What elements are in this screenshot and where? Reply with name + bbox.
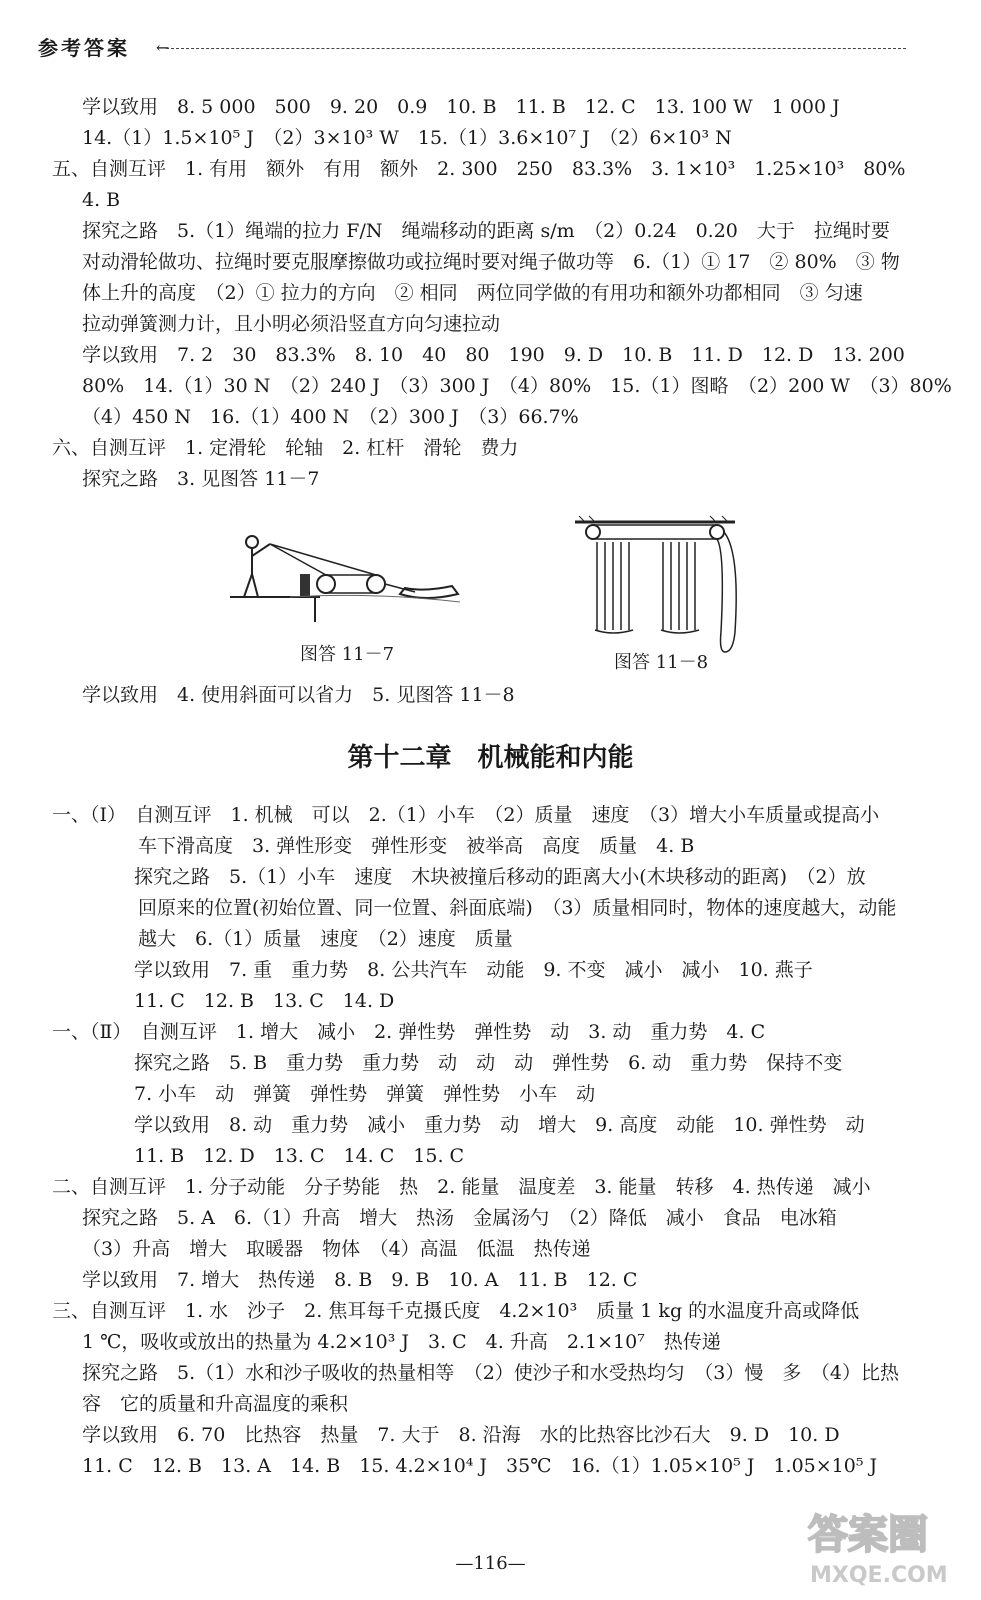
figure-caption: 图答 11－7 — [300, 644, 395, 665]
svg-text:答案圈: 答案圈 — [808, 1512, 928, 1558]
page-header — [38, 28, 908, 68]
chapter-title: 第十二章 机械能和内能 — [347, 743, 634, 773]
answer-line: 探究之路 5.（1）水和沙子吸收的热量相等 （2）使沙子和水受热均匀 （3）慢 多 （4）比热 — [82, 1362, 899, 1384]
answer-line: 探究之路 5.（1）小车 速度 木块被撞后移动的距离大小(木块移动的距离) （2）放 — [134, 866, 866, 888]
answer-line: 11. C 12. B 13. A 14. B 15. 4.2×10⁴ J 35℃ 16.（1）1.05×10⁵ J 1.05×10⁵ J — [82, 1455, 878, 1477]
answer-line: 探究之路 5.（1）绳端的拉力 F/N 绳端移动的距离 s/m （2）0.24 0.20 大于 拉绳时要 — [82, 220, 890, 242]
figure-caption: 图答 11－8 — [614, 652, 709, 673]
answer-line: 对动滑轮做功、拉绳时要克服摩擦做功或拉绳时要对绳子做功等 6.（1）① 17 ② 80% ③ 物 — [82, 251, 900, 273]
answer-line: 1 ℃，吸收或放出的热量为 4.2×10³ J 3. C 4. 升高 2.1×10⁷ 热传递 — [82, 1331, 721, 1353]
answer-line: 探究之路 5. B 重力势 重力势 动 动 动 弹性势 6. 动 重力势 保持不变 — [134, 1052, 843, 1074]
header-rule — [166, 48, 906, 49]
answer-line: 体上升的高度 （2）① 拉力的方向 ② 相同 两位同学做的有用功和额外功都相同 ③ 匀速 — [82, 282, 863, 304]
answer-line: 车下滑高度 3. 弹性形变 弹性形变 被举高 高度 质量 4. B — [138, 835, 695, 857]
answer-line: 7. 小车 动 弹簧 弹性势 弹簧 弹性势 小车 动 — [134, 1083, 596, 1105]
answer-line: 学以致用 4. 使用斜面可以省力 5. 见图答 11－8 — [82, 684, 515, 706]
answer-line: 学以致用 8. 动 重力势 减小 重力势 动 增大 9. 高度 动能 10. 弹性势 动 — [134, 1114, 865, 1136]
answer-line: 学以致用 7. 2 30 83.3% 8. 10 40 80 190 9. D 10. B 11. D 12. D 13. 200 — [82, 344, 905, 366]
svg-text:MXQE.COM: MXQE.COM — [810, 1563, 948, 1588]
curtain-pulley-illustration — [575, 512, 745, 662]
answer-line: 五、自测互评 1. 有用 额外 有用 额外 2. 300 250 83.3% 3. 1×10³ 1.25×10³ 80% — [52, 158, 906, 180]
answer-line: 11. C 12. B 13. C 14. D — [134, 990, 395, 1012]
header-arrow-icon: ← — [156, 38, 170, 57]
answer-line: 80% 14.（1）30 N （2）240 J （3）300 J （4）80% 15.（1）图略 （2）200 W （3）80% — [82, 375, 952, 397]
answer-line: 三、自测互评 1. 水 沙子 2. 焦耳每千克摄氏度 4.2×10³ 质量 1 kg 的水温度升高或降低 — [52, 1300, 860, 1322]
answer-line: 探究之路 5. A 6.（1）升高 增大 热汤 金属汤勺 （2）降低 减小 食品 电冰箱 — [82, 1207, 837, 1229]
answer-line: 4. B — [82, 189, 121, 211]
answer-line: 越大 6.（1）质量 速度 （2）速度 质量 — [138, 928, 513, 950]
answer-line: 一、（Ⅱ） 自测互评 1. 增大 减小 2. 弹性势 弹性势 动 3. 动 重力势 4. C — [52, 1021, 766, 1043]
answer-line: （3）升高 增大 取暖器 物体 （4）高温 低温 热传递 — [82, 1238, 591, 1260]
answers-section-c — [52, 800, 932, 1482]
answer-line: 六、自测互评 1. 定滑轮 轮轴 2. 杠杆 滑轮 费力 — [52, 437, 519, 459]
answer-line: 一、（Ⅰ） 自测互评 1. 机械 可以 2.（1）小车 （2）质量 速度 （3）增大小车质量或提高小 — [52, 804, 880, 826]
answer-line: 学以致用 8. 5 000 500 9. 20 0.9 10. B 11. B 12. C 13. 100 W 1 000 J — [82, 96, 840, 118]
answer-line: 14.（1）1.5×10⁵ J （2）3×10³ W 15.（1）3.6×10⁷ J （2）6×10³ N — [82, 127, 732, 149]
answer-line: 探究之路 3. 见图答 11－7 — [82, 468, 320, 490]
answer-line: 学以致用 7. 重 重力势 8. 公共汽车 动能 9. 不变 减小 减小 10. 燕子 — [134, 959, 813, 981]
pulley-boat-illustration — [230, 522, 470, 632]
answer-line: 回原来的位置(初始位置、同一位置、斜面底端) （3）质量相同时，物体的速度越大，动能 — [138, 897, 897, 919]
page-number: —116— — [455, 1553, 526, 1574]
answer-line: 学以致用 6. 70 比热容 热量 7. 大于 8. 沿海 水的比热容比沙石大 9. D 10. D — [82, 1424, 840, 1446]
watermark-logo — [800, 1500, 970, 1592]
answer-line: 拉动弹簧测力计，且小明必须沿竖直方向匀速拉动 — [82, 313, 501, 335]
answer-line: 11. B 12. D 13. C 14. C 15. C — [134, 1145, 465, 1167]
answer-line: （4）450 N 16.（1）400 N （2）300 J （3）66.7% — [82, 406, 579, 428]
answer-line: 容 它的质量和升高温度的乘积 — [82, 1393, 349, 1415]
header-label: 参考答案 — [38, 36, 130, 60]
answers-section-a — [52, 92, 952, 495]
answer-line: 二、自测互评 1. 分子动能 分子势能 热 2. 能量 温度差 3. 能量 转移 4. 热传递 减小 — [52, 1176, 871, 1198]
figures-area — [0, 512, 981, 692]
answer-line: 学以致用 7. 增大 热传递 8. B 9. B 10. A 11. B 12. C — [82, 1269, 638, 1291]
